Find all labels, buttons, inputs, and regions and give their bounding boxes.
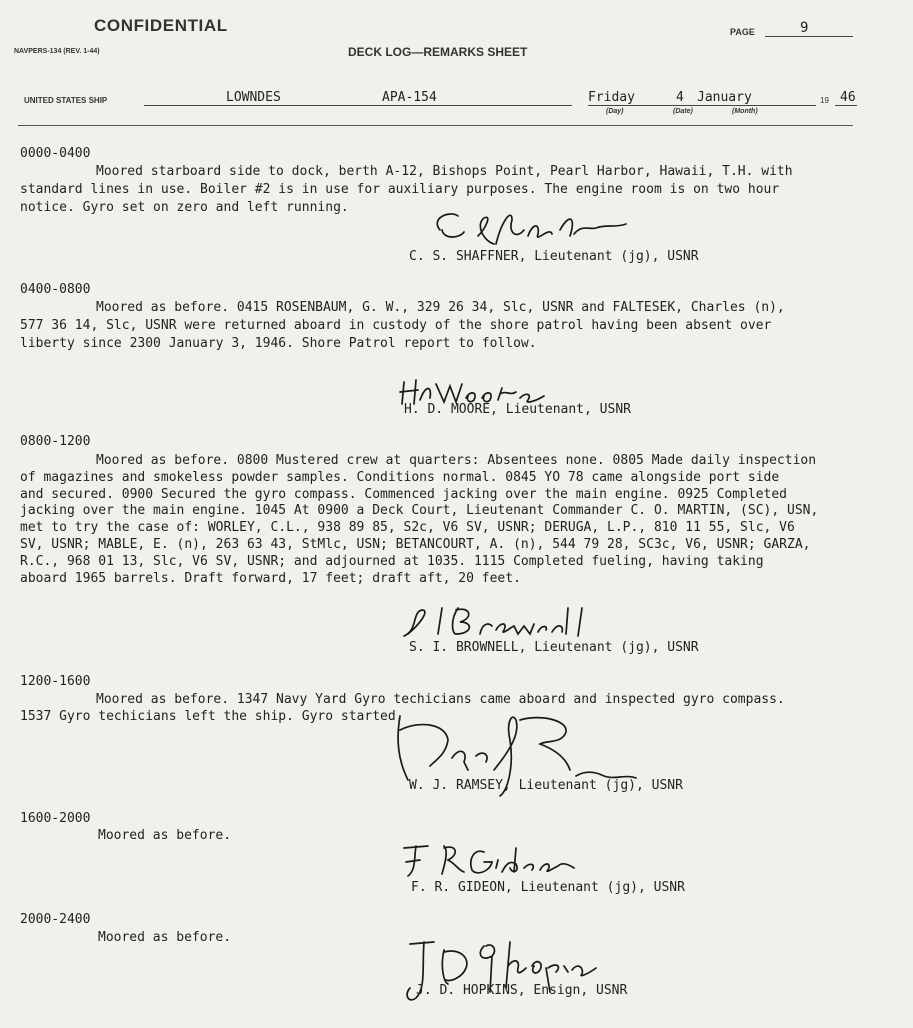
date-date: 4 xyxy=(676,90,684,105)
officer-signature-line: H. D. MOORE, Lieutenant, USNR xyxy=(404,402,631,417)
remark-line: and secured. 0900 Secured the gyro compass. Commenced jacking over the main engine. 0925 Completed xyxy=(20,487,788,502)
page-number-line xyxy=(765,36,853,37)
page-number: 9 xyxy=(800,20,809,36)
watch-period: 0800-1200 xyxy=(20,434,91,449)
remark-line: notice. Gyro set on zero and left running. xyxy=(20,200,349,215)
remark-line: 577 36 14, Slc, USNR were returned aboard in custody of the shore patrol having been absent over xyxy=(20,318,772,333)
header-rule xyxy=(18,125,853,126)
confidential-marking: CONFIDENTIAL xyxy=(94,16,228,35)
watch-period: 0000-0400 xyxy=(20,146,91,161)
ship-label: UNITED STATES SHIP xyxy=(24,96,108,105)
remark-line: of magazines and smokeless powder samples. Conditions normal. 0845 YO 78 came alongside port side xyxy=(20,470,780,485)
year-prefix: 19 xyxy=(820,96,829,105)
remark-line: 1537 Gyro techicians left the ship. Gyro started. xyxy=(20,709,404,724)
signature-gideon xyxy=(398,838,598,880)
remark-line: standard lines in use. Boiler #2 is in use for auxiliary purposes. The engine room is on two hour xyxy=(20,182,780,197)
watch-period: 2000-2400 xyxy=(20,912,91,927)
ship-name: LOWNDES xyxy=(226,90,281,105)
remark-line: liberty since 2300 January 3, 1946. Shore Patrol report to follow. xyxy=(20,336,537,351)
remark-line: Moored as before. xyxy=(98,828,232,843)
date-month: January xyxy=(697,90,752,105)
remark-line: Moored as before. xyxy=(98,930,232,945)
day-caption: (Day) xyxy=(606,108,624,115)
remark-line: Moored as before. 0800 Mustered crew at quarters: Absentees none. 0805 Made daily inspection xyxy=(96,453,817,468)
officer-signature-line: C. S. SHAFFNER, Lieutenant (jg), USNR xyxy=(409,249,699,264)
officer-signature-line: W. J. RAMSEY, Lieutenant (jg), USNR xyxy=(409,778,683,793)
watch-period: 1200-1600 xyxy=(20,674,91,689)
remark-line: jacking over the main engine. 1045 At 0900 a Deck Court, Lieutenant Commander C. O. MARTIN, (SC), USN, xyxy=(20,503,819,518)
sheet-title: DECK LOG—REMARKS SHEET xyxy=(348,45,528,59)
signature-brownell xyxy=(400,600,600,644)
officer-signature-line: S. I. BROWNELL, Lieutenant (jg), USNR xyxy=(409,640,699,655)
month-caption: (Month) xyxy=(732,108,758,115)
remark-line: SV, USNR; MABLE, E. (n), 263 63 43, StMlc, USN; BETANCOURT, A. (n), 544 79 28, SC3c, V6, USNR; GARZA, xyxy=(20,537,811,552)
ship-hull-number: APA-154 xyxy=(382,90,437,105)
remark-line: Moored starboard side to dock, berth A-12, Bishops Point, Pearl Harbor, Hawaii, T.H. with xyxy=(96,164,793,179)
form-number: NAVPERS-134 (REV. 1-44) xyxy=(14,48,100,55)
remark-line: R.C., 968 01 13, Slc, V6 SV, USNR; and adjourned at 1035. 1115 Completed fueling, having taking xyxy=(20,554,764,569)
remark-line: Moored as before. 0415 ROSENBAUM, G. W., 329 26 34, Slc, USNR and FALTESEK, Charles (n), xyxy=(96,300,785,315)
year-line xyxy=(835,105,857,106)
page-label: PAGE xyxy=(730,27,755,37)
signature-hopkins xyxy=(400,932,620,1016)
ship-name-line xyxy=(144,105,572,106)
date-line xyxy=(588,105,816,106)
signature-shaffner xyxy=(420,200,640,256)
watch-period: 0400-0800 xyxy=(20,282,91,297)
remark-line: met to try the case of: WORLEY, C.L., 938 89 85, S2c, V6 SV, USNR; DERUGA, L.P., 810 11 55, Slc, V6 xyxy=(20,520,795,535)
year-suffix: 46 xyxy=(840,90,856,105)
date-day: Friday xyxy=(588,90,635,105)
date-caption: (Date) xyxy=(673,108,693,115)
remark-line: Moored as before. 1347 Navy Yard Gyro techicians came aboard and inspected gyro compass. xyxy=(96,692,785,707)
officer-signature-line: J. D. HOPKINS, Ensign, USNR xyxy=(416,983,628,998)
watch-period: 1600-2000 xyxy=(20,811,91,826)
remark-line: aboard 1965 barrels. Draft forward, 17 feet; draft aft, 20 feet. xyxy=(20,571,521,586)
officer-signature-line: F. R. GIDEON, Lieutenant (jg), USNR xyxy=(411,880,685,895)
